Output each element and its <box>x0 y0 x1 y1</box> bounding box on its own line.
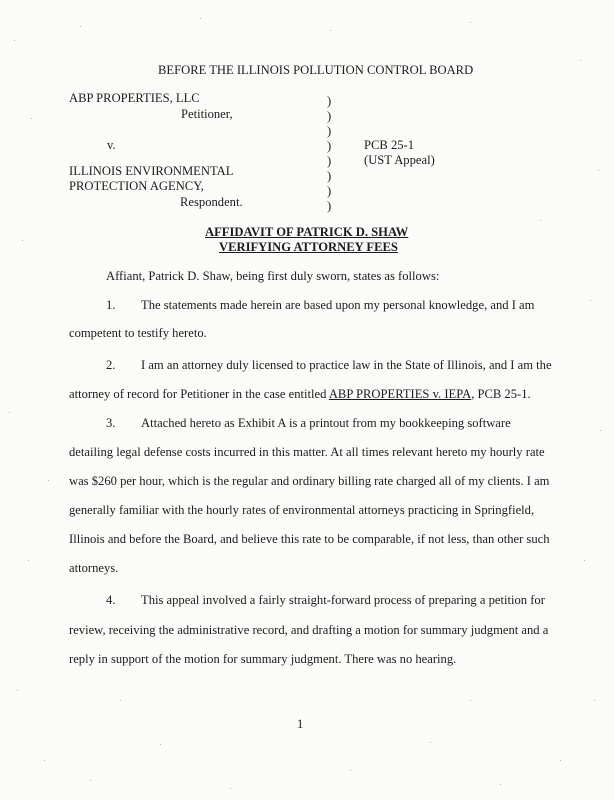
paragraph-2-line <box>69 387 531 402</box>
respondent-role: Respondent. <box>180 195 243 209</box>
paragraph-3-line: detailing legal defense costs incurred in this matter. At all times relevant hereto my hourly rate <box>69 445 545 459</box>
caption-bracket: ) <box>327 124 332 138</box>
paragraph-4-line: review, receiving the administrative record, and drafting a motion for summary judgment and a <box>69 623 549 637</box>
caption-bracket: ) <box>327 184 332 198</box>
affidavit-title-line2: VERIFYING ATTORNEY FEES <box>219 240 398 254</box>
respondent-name-line2: PROTECTION AGENCY, <box>69 179 204 193</box>
paragraph-number: 4. <box>106 593 116 607</box>
paragraph-3-line: was $260 per hour, which is the regular and ordinary billing rate charged all of my clients. I am <box>69 474 550 488</box>
versus-label: v. <box>107 138 116 152</box>
paragraph-2-line: I am an attorney duly licensed to practice law in the State of Illinois, and I am the <box>141 358 552 372</box>
case-name-citation: ABP PROPERTIES v. IEPA <box>328 387 472 401</box>
affidavit-title-line1: AFFIDAVIT OF PATRICK D. SHAW <box>205 225 409 239</box>
paragraph-1-line: The statements made herein are based upon my personal knowledge, and I am <box>141 298 535 312</box>
paragraph-3-line: Illinois and before the Board, and believe this rate to be comparable, if not less, than other such <box>69 532 550 546</box>
case-number: PCB 25-1 <box>364 138 415 152</box>
caption-bracket: ) <box>327 169 332 183</box>
caption-bracket: ) <box>327 154 332 168</box>
case-type: (UST Appeal) <box>364 153 435 167</box>
paragraph-3-line: Attached hereto as Exhibit A is a printout from my bookkeeping software <box>141 416 511 430</box>
caption-bracket: ) <box>327 109 332 123</box>
petitioner-role: Petitioner, <box>181 107 233 121</box>
paragraph-number: 2. <box>106 358 116 372</box>
paragraph-3-line: generally familiar with the hourly rates of environmental attorneys practicing in Springfield, <box>69 503 535 517</box>
paragraph-2-text: attorney of record for Petitioner in the case entitled <box>69 387 329 401</box>
caption-bracket: ) <box>327 94 332 108</box>
paragraph-number: 3. <box>106 416 116 430</box>
paragraph-number: 1. <box>106 298 116 312</box>
page-number: 1 <box>297 717 304 731</box>
petitioner-name: ABP PROPERTIES, LLC <box>69 91 200 105</box>
paragraph-2-text: , PCB 25-1. <box>471 387 531 401</box>
paragraph-4-line: This appeal involved a fairly straight-forward process of preparing a petition for <box>141 593 545 607</box>
paragraph-4-line: reply in support of the motion for summary judgment. There was no hearing. <box>69 652 457 666</box>
court-heading: BEFORE THE ILLINOIS POLLUTION CONTROL BOARD <box>158 63 474 77</box>
paragraph-1-line: competent to testify hereto. <box>69 326 207 340</box>
caption-bracket: ) <box>327 139 332 153</box>
intro-paragraph: Affiant, Patrick D. Shaw, being first duly sworn, states as follows: <box>106 269 440 283</box>
paragraph-3-line: attorneys. <box>69 561 119 575</box>
respondent-name-line1: ILLINOIS ENVIRONMENTAL <box>69 164 234 178</box>
caption-bracket: ) <box>327 199 332 213</box>
